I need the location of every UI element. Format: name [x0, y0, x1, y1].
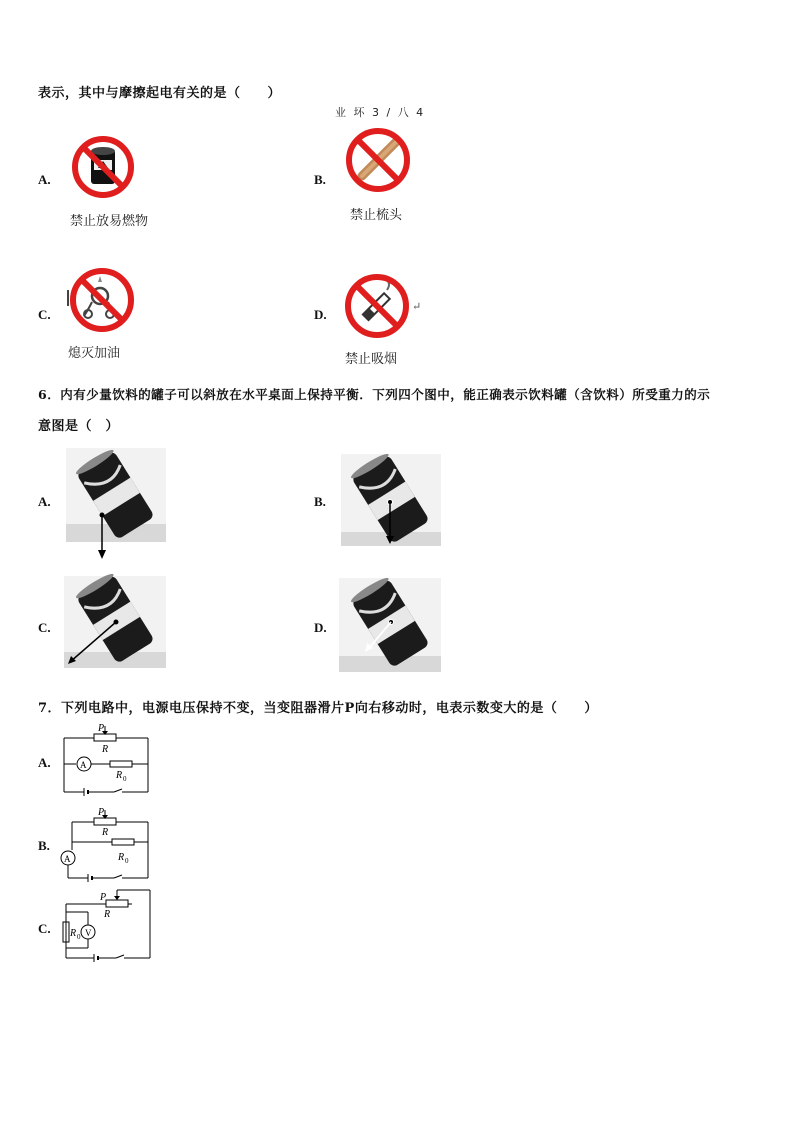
q6-stem-line1: 6．内有少量饮料的罐子可以斜放在水平桌面上保持平衡．下列四个图中，能正确表示饮料罐（含饮料）所受重力的示: [38, 387, 711, 402]
q5-option-d-caption: 禁止吸烟: [345, 352, 398, 367]
resistor-r0-subscript: 0: [123, 775, 127, 783]
resistor-r0-label: R: [116, 770, 123, 781]
q6-option-c-label[interactable]: C.: [38, 620, 51, 635]
slider-p-label: P: [98, 723, 105, 734]
rheostat-r-label: R: [104, 909, 111, 920]
rheostat-r-label: R: [102, 827, 109, 838]
can-gravity-arrow-down-outside-icon: [66, 448, 166, 542]
no-comb-icon: [344, 126, 412, 194]
q5-option-d-label[interactable]: D.: [314, 307, 327, 322]
q6-option-d-label[interactable]: D.: [314, 620, 327, 635]
q6-option-a-label[interactable]: A.: [38, 494, 51, 509]
slider-p-label: P: [98, 807, 105, 818]
circuit-a-diagram: [60, 722, 154, 800]
no-flammable-barrel-icon: [70, 134, 136, 200]
circuit-c-diagram: [58, 886, 154, 966]
q7-option-b-label[interactable]: B.: [38, 838, 50, 853]
can-gravity-arrow-down-center-icon: [341, 454, 441, 546]
voltmeter-symbol: V: [85, 928, 92, 938]
ammeter-symbol: A: [64, 854, 71, 864]
q5-option-b-caption: 禁止梳头: [350, 208, 403, 223]
resistor-r0-label: R: [70, 928, 77, 939]
q5-option-a-caption: 禁止放易燃物: [70, 214, 149, 229]
circuit-b-diagram: [58, 806, 154, 886]
gravity-arrow-a: [95, 512, 109, 560]
q5-option-c-caption: 熄灭加油: [68, 346, 121, 361]
resistor-r0-subscript: 0: [77, 933, 81, 941]
rheostat-r-label: R: [102, 744, 109, 755]
resistor-r0-label: R: [118, 852, 125, 863]
q5-option-a-label[interactable]: A.: [38, 172, 51, 187]
q5-option-c-label[interactable]: C.: [38, 307, 51, 322]
resistor-r0-subscript: 0: [125, 857, 129, 865]
q5-stem: 表示，其中与摩擦起电有关的是（ ）: [38, 86, 282, 101]
no-smoking-icon: [343, 272, 411, 340]
q5-option-b-label[interactable]: B.: [314, 172, 326, 187]
no-fuel-pump-icon: [66, 266, 136, 334]
ammeter-symbol: A: [80, 760, 87, 770]
can-gravity-arrow-diagonal-icon: [64, 576, 166, 668]
q6-option-b-label[interactable]: B.: [314, 494, 326, 509]
paragraph-mark: ↵: [412, 300, 422, 313]
can-gravity-arrow-diagonal-inside-icon: [339, 578, 441, 672]
slider-p-label: P: [100, 892, 107, 903]
q7-option-a-label[interactable]: A.: [38, 755, 51, 770]
q6-stem-line2: 意图是（ ）: [38, 419, 120, 434]
q5-cut-off-text: 业 坏 3 / 八 4: [335, 106, 426, 119]
q7-option-c-label[interactable]: C.: [38, 921, 51, 936]
q7-stem: 7．下列电路中，电源电压保持不变，当变阻器滑片P向右移动时，电表示数变大的是（ ）: [38, 701, 598, 716]
